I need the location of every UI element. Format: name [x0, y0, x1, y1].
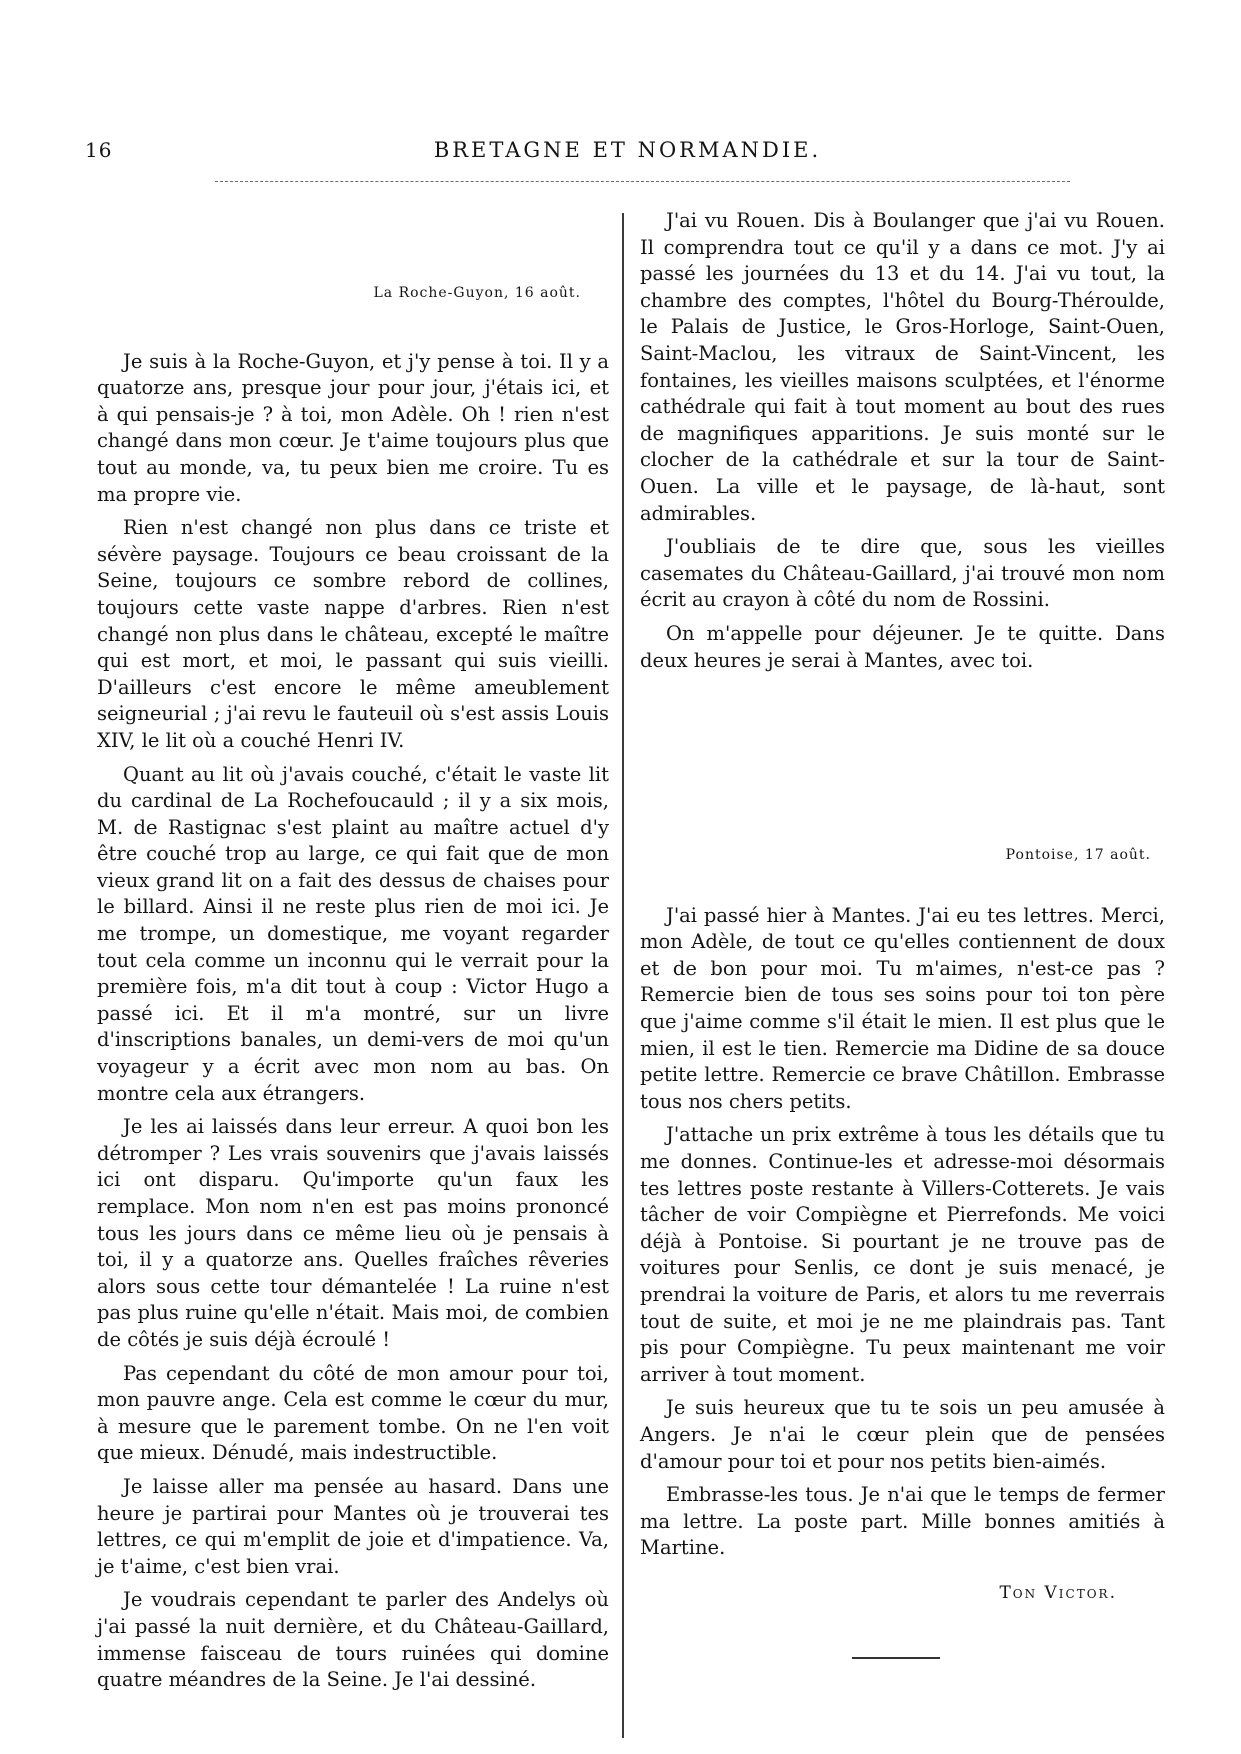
letter2-paragraph-3: Je suis heureux que tu te sois un peu amusée à Angers. Je n'ai le cœur plein que de pensées d'amour pour toi et pour nos petits bien-aimés. [640, 1396, 1165, 1473]
left-column [97, 208, 609, 1701]
letter1-paragraph-1: Je suis à la Roche-Guyon, et j'y pense à toi. Il y a quatorze ans, presque jour pour jour, j'étais ici, et à qui pensais-je ? à toi, mon Adèle. Oh ! rien n'est changé dans mon cœur. Je t'aime toujours plus que tout au monde, va, tu peux bien me croire. Tu es ma propre vie. [97, 349, 609, 506]
letter1-paragraph-9: J'oubliais de te dire que, sous les vieilles casemates du Château-Gaillard, j'ai trouvé mon nom écrit au crayon à côté du nom de Rossini. [640, 535, 1165, 612]
letter1-dateline: La Roche-Guyon, 16 août. [373, 285, 581, 301]
column-divider [622, 213, 624, 1738]
letter1-paragraph-2: Rien n'est changé non plus dans ce triste et sévère paysage. Toujours ce beau croissant de la Seine, toujours ce sombre rebord de collines, toujours cette vaste nappe d'arbres. Rien n'est changé non plus dans le château, excepté le maître qui est mort, et moi, le passant qui suis vieilli. D'ailleurs c'est encore le même ameublement seigneurial ; j'ai revu le fauteuil où s'est assis Louis XIV, le lit où a couché Henri IV. [97, 516, 609, 752]
right-column [640, 208, 1165, 1659]
header-rule [215, 181, 1070, 182]
end-rule [852, 1657, 940, 1659]
letter1-paragraph-7: Je voudrais cependant te parler des Andelys où j'ai passé la nuit dernière, et du Château-Gaillard, immense faisceau de tours ruinées qui domine quatre méandres de la Seine. Je l'ai dessiné. [97, 1588, 609, 1692]
letter1-paragraph-10: On m'appelle pour déjeuner. Je te quitte. Dans deux heures je serai à Mantes, avec toi. [640, 621, 1165, 672]
letter1-paragraph-5: Pas cependant du côté de mon amour pour toi, mon pauvre ange. Cela est comme le cœur du mur, à mesure que le parement tombe. On ne l'en voit que mieux. Dénudé, mais indestructible. [97, 1361, 609, 1465]
letter1-paragraph-6: Je laisse aller ma pensée au hasard. Dans une heure je partirai pour Mantes où je trouverai tes lettres, ce qui m'emplit de joie et d'impatience. Va, je t'aime, c'est bien vrai. [97, 1474, 609, 1578]
letter2-signature: Ton Victor. [999, 1582, 1117, 1603]
letter1-paragraph-4: Je les ai laissés dans leur erreur. A quoi bon les détromper ? Les vrais souvenirs que j'avais laissés ici ont disparu. Qu'importe qu'un faux les remplace. Mon nom n'en est pas moins prononcé tous les jours dans ce même lieu où je pensais à toi, il y a quatorze ans. Quelles fraîches rêveries alors sous cette tour démantelée ! La ruine n'est pas plus ruine qu'elle n'était. Mais moi, de combien de côtés je suis déjà écroulé ! [97, 1115, 609, 1351]
letter2-paragraph-1: J'ai passé hier à Mantes. J'ai eu tes lettres. Merci, mon Adèle, de tout ce qu'elles contiennent de doux et de bon pour moi. Tu m'aimes, n'est-ce pas ? Remercie bien de tous ses soins pour toi ton père que j'aime comme s'il était le mien. Il est plus que le mien, il est le tien. Remercie ma Didine de sa douce petite lettre. Remercie ce brave Châtillon. Embrasse tous nos chers petits. [640, 903, 1165, 1113]
letter2-dateline: Pontoise, 17 août. [1005, 847, 1151, 864]
page-header [85, 138, 1170, 178]
letter2-paragraph-4: Embrasse-les tous. Je n'ai que le temps de fermer ma lettre. La poste part. Mille bonnes amitiés à Martine. [640, 1483, 1165, 1560]
letter1-paragraph-3: Quant au lit où j'avais couché, c'était le vaste lit du cardinal de La Rochefoucauld ; il y a six mois, M. de Rastignac s'est plaint au maître actuel d'y être couché trop au large, ce qui fait que de mon vieux grand lit on a fait des dessus de chaises pour le billard. Ainsi il ne reste plus rien de moi ici. Je me trompe, un domestique, me voyant regarder tout cela comme un inconnu qui le verrait pour la première fois, m'a dit tout à coup : Victor Hugo a passé ici. Et il m'a montré, sur un livre d'inscriptions banales, un demi-vers de moi qu'un voyageur y a écrit avec mon nom au bas. On montre cela aux étrangers. [97, 762, 609, 1105]
page-number: 16 [85, 138, 113, 162]
letter1-paragraph-8: J'ai vu Rouen. Dis à Boulanger que j'ai vu Rouen. Il comprendra tout ce qu'il y a dans ce mot. J'y ai passé les journées du 13 et du 14. J'ai vu tout, la chambre des comptes, l'hôtel du Bourg-Théroulde, le Palais de Justice, le Gros-Horloge, Saint-Ouen, Saint-Maclou, les vitraux de Saint-Vincent, les fontaines, les vieilles maisons sculptées, et l'énorme cathédrale qui fait à tout moment au bout des rues de magnifiques apparitions. Je suis monté sur le clocher de la cathédrale et sur la tour de Saint-Ouen. La ville et le paysage, de là-haut, sont admirables. [640, 209, 1165, 525]
letter2-paragraph-2: J'attache un prix extrême à tous les détails que tu me donnes. Continue-les et adresse-moi désormais tes lettres poste restante à Villers-Cotterets. Je vais tâcher de voir Compiègne et Pierrefonds. Me voici déjà à Pontoise. Si pourtant je ne trouve pas de voitures pour Senlis, ce dont je suis menacé, je prendrai la voiture de Paris, et alors tu me reverrais tout de suite, et moi je ne me plaindrais pas. Tant pis pour Compiègne. Tu peux maintenant me voir arriver à tout moment. [640, 1123, 1165, 1386]
running-title: BRETAGNE ET NORMANDIE. [433, 138, 822, 162]
